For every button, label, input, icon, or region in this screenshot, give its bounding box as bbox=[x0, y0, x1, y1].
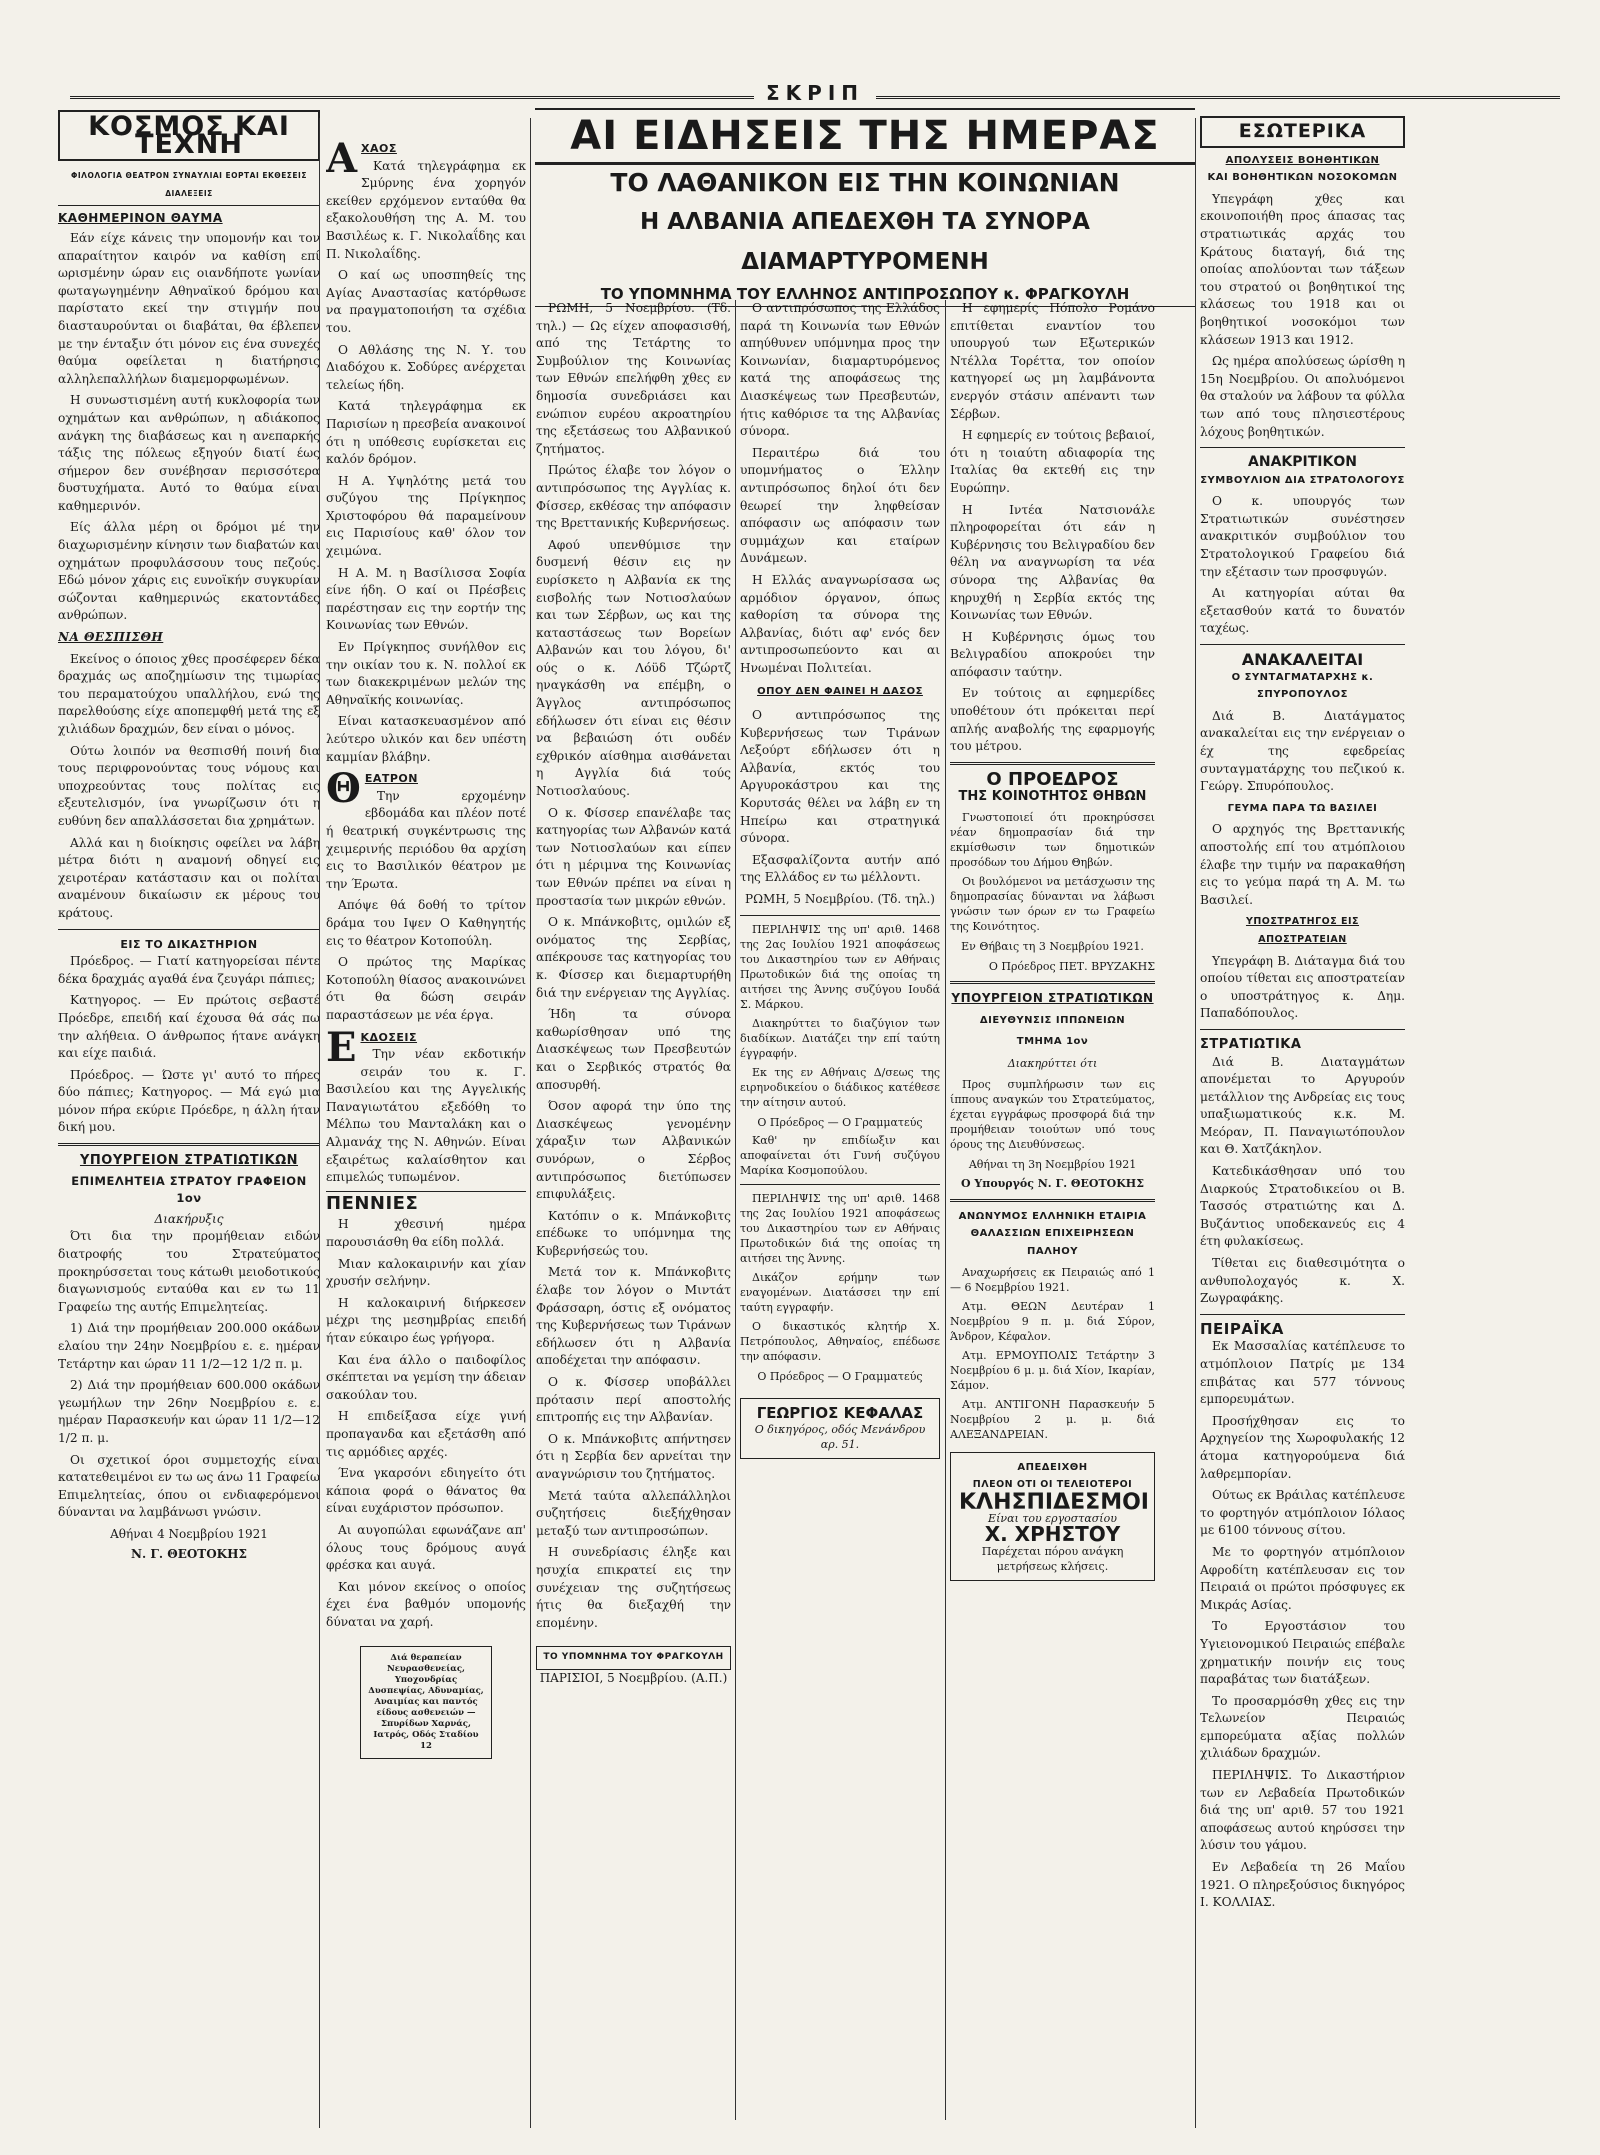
column-esoterika bbox=[1200, 110, 1405, 2120]
paragraph: Δικάζον ερήμην των εναγομένων. Διατάσσει την επί ταύτη εγγραφήν. bbox=[740, 1271, 940, 1315]
paragraph: Η Α. Μ. η Βασίλισσα Σοφία είνε ήδη. Ο καί οι Πρέσβεις παρέστησαν εις την εορτήν της Κοινωνίας των Εθνών. bbox=[326, 565, 526, 633]
heading-anakaleitai: ΑΝΑΚΑΛΕΙΤΑΙ bbox=[1241, 650, 1364, 670]
signature: Ο Πρόεδρος — Ο Γραμματεύς bbox=[757, 1115, 923, 1129]
paragraph: Και μόνον εκείνος ο οποίος έχει ένα βαθμόν υπομονής δύναται να χαρή. bbox=[326, 1579, 526, 1629]
divider bbox=[950, 1199, 1155, 1202]
paragraph: ΠΕΡΙΛΗΨΙΣ. Το Δικαστήριον των εν Λεβαδεία Πρωτοδικών διά της υπ' αριθ. 57 του 1921 αποφάσεως αυτού κηρύσσει την λύσιν του γάμου. bbox=[1200, 1768, 1405, 1853]
heading-geyma: ΓΕΥΜΑ ΠΑΡΑ ΤΩ ΒΑΣΙΛΕΙ bbox=[1227, 802, 1378, 814]
paragraph: Κατηγορος. — Εν πρώτοις σεβαστέ Πρόεδρε, επειδή καί έχουσα θά σάς πω την αλήθεια. Ο άνθρωπος ήτανε ανάγκη και είχε παιδιά. bbox=[58, 993, 320, 1061]
paragraph: Ο κ. Φίσσερ επανέλαβε τας κατηγορίας των Αλβανών κατά των Νοτιοσλαύων και είπεν ότι η μέριμνα της Κοινωνίας των Εθνών πρέπει να είναι η προστασία των μικρών εθνών. bbox=[536, 805, 731, 908]
signature: Ο Πρόεδρος — Ο Γραμματεύς bbox=[757, 1370, 923, 1384]
footer-dateline: ΠΑΡΙΣΙΟΙ, 5 Νοεμβρίου. (Α.Π.) bbox=[539, 1670, 728, 1685]
paragraph: Αι κατηγορίαι αύται θα εξετασθούν κατά το δυνατόν ταχέως. bbox=[1200, 586, 1405, 636]
heading-ekdoseis: ΚΔΟΣΕΙΣ bbox=[360, 1030, 418, 1044]
ad-title: ΚΛΗΣΠΙΔΕΣΜΟΙ bbox=[959, 1489, 1149, 1515]
paragraph: Ο αντιπρόσωπος της Κυβερνήσεως των Τιράνων Λεξούρτ εδήλωσεν ότι η Αλβανία, εκτός του Αργυροκάστρου και της Κορυτσάς θέλει να λάβη εν τη Ηπείρω και στρατηγικά σύνορα. bbox=[740, 708, 940, 846]
paragraph: Ατμ. ΕΡΜΟΥΠΟΛΙΣ Τετάρτην 3 Νοεμβρίου 6 μ. μ. διά Χίον, Ικαρίαν, Σάμον. bbox=[950, 1348, 1155, 1392]
dropcap: Α bbox=[326, 135, 358, 182]
dropcap: Ε bbox=[326, 1023, 357, 1071]
paragraph: Διά Β. Διατάγματος ανακαλείται εις την ενέργειαν ο έχ της εφεδρείας συνταγματάρχης του πεζικού κ. Γεώργ. Σπυρόπουλος. bbox=[1200, 708, 1405, 794]
heading-thalassion: ΘΑΛΑΣΣΙΩΝ ΕΠΙΧΕΙΡΗΣΕΩΝ ΠΑΛΗΟΥ bbox=[970, 1228, 1135, 1257]
paragraph: Διά Β. Διαταγμάτων απονέμεται το Αργυρούν μετάλλιον της Ανδρείας εις τους υπαξιωματικούς κ.κ. Μ. Μεόραν, Π. Παναγιωτόπουλον και Θ. Χατζάκηλον. bbox=[1200, 1054, 1405, 1157]
paragraph: Μετά τον κ. Μπάνκοβιτς έλαβε τον λόγον ο Μιντάτ Φράσσαρη, όστις εξ ονόματος της Κυβερνήσεως των Τιράνων εδήλωσεν ότι η Αλβανία αποδέχεται την απόφασιν. bbox=[536, 1265, 731, 1368]
paragraph: Εκ της εν Αθήναις Δ/σεως της ειρηνοδικείου ο διάδικος κατέθεσε την αίτησιν αυτού. bbox=[740, 1065, 940, 1109]
paragraph: Διακηρύττει το διαζύγιον των διαδίκων. Διατάζει την επί ταύτη έγγραφήν. bbox=[740, 1016, 940, 1060]
column-divider bbox=[319, 118, 320, 2128]
signature-box-name: ΓΕΩΡΓΙΟΣ ΚΕΦΑΛΑΣ bbox=[756, 1403, 924, 1422]
paragraph: Η εφημερίς Πόπολο Ρομάνο επιτίθεται εναντίον του υπουργού των Εξωτερικών Ντέλλα Τορέττα, τον οποίον κατηγορεί ως μη λαμβάνοντα ενεργόν στάσιν απέναντι των Σέρβων. bbox=[950, 301, 1155, 421]
masthead bbox=[70, 81, 1560, 105]
paragraph: Αφού υπενθύμισε την δυσμενή θέσιν εις ην ευρίσκετο η Αλβανία εκ της εισβολής των Νοτιοσλαύων και των Σέρβων, ως και της καταστάσεως των Βορείων Αλβανών και του λόγου, δι' ούς ο κ. Λόϋδ Τζώρτζ ηναγκάσθη να επέμβη, ο Άγγλος αντιπρόσωπος εδήλωσεν ότι είναι εις θέσιν να βεβαιώση ότι ουδέν εχθρικόν αίσθημα αισθάνεται η Αγγλία διά τούς Νοτιοσλαύους. bbox=[536, 537, 731, 799]
paragraph: Ο πρώτος της Μαρίκας Κοτοπούλη θίασος ανακοινώνει ότι θα δώση σειράν παραστάσεων με νέα έργα. bbox=[326, 955, 526, 1022]
paragraph: 1) Διά την προμήθειαν 200.000 οκάδων ελαίου την 24ην Νοεμβρίου ε. ε. ημέραν Τετάρτην και ώραν 11 1/2—12 1/2 π. μ. bbox=[58, 1321, 320, 1371]
paragraph: ΠΕΡΙΛΗΨΙΣ της υπ' αριθ. 1468 της 2ας Ιουλίου 1921 αποφάσεως του Δικαστηρίου των εν Αθήναις Πρωτοδικών διά της οποίας τη αιτήσει της Άννης συζύγου Ιουδά Σ. Μάρκου. bbox=[740, 922, 940, 1011]
paragraph: 2) Διά την προμήθειαν 600.000 οκάδων γεωμήλων την 26ην Νοεμβρίου ε. ε. ημέραν Παρασκευήν και ώραν 11 1/2—12 1/2 π. μ. bbox=[58, 1378, 320, 1445]
paragraph: Η καλοκαιρινή διήρκεσεν μέχρι της μεσημβρίας επειδή ήταν εύκαιρο έως γρήγορα. bbox=[326, 1295, 526, 1345]
signature: Ο Υπουργός Ν. Γ. ΘΕΟΤΟΚΗΣ bbox=[961, 1177, 1144, 1191]
klepidesmoi-advertisement bbox=[950, 1452, 1155, 1581]
paragraph: ΡΩΜΗ, 5 Νοεμβρίου. (Τδ. τηλ.) — Ως είχεν αποφασισθή, από της Τετάρτης το Συμβούλιον της Κοινωνίας των Εθνών επελήφθη χθες εν δημοσία συνεδριάσει και ενώπιον ευρέου ακροατηρίου της εξετάσεως του Αλβανικού ζητήματος. bbox=[536, 301, 731, 456]
divider bbox=[58, 1143, 320, 1146]
paragraph: Υπεγράφη Β. Διάταγμα διά του οποίου τίθεται εις αποστρατείαν ο υποστράτηγος κ. Δημ. Παπαδόπουλος. bbox=[1200, 953, 1405, 1021]
paragraph: Αναχωρήσεις εκ Πειραιώς από 1 — 6 Νοεμβρίου 1921. bbox=[950, 1265, 1155, 1294]
masthead-title: ΣΚΡΙΠ bbox=[754, 81, 876, 105]
paragraph: Εξασφαλίζοντα αυτήν από της Ελλάδος εν τω μέλλοντι. bbox=[740, 852, 940, 885]
ad-name: Χ. ΧΡΗΣΤΟΥ bbox=[984, 1522, 1121, 1547]
paragraph: Εν τούτοις αι εφημερίδες υποθέτουν ότι πρόκειται περί απλής αναβολής της εφαρμογής του μέτρου. bbox=[950, 686, 1155, 754]
paragraph: Με το φορτηγόν ατμόπλοιον Αφροδίτη κατέπλευσαν εις τον Πειραιά οι πρώτοι πρόσφυγες εκ Μικράς Ασίας. bbox=[1200, 1544, 1405, 1612]
heading-dikastirion: ΕΙΣ ΤΟ ΔΙΚΑΣΤΗΡΙΟΝ bbox=[120, 937, 258, 951]
subheading-diakirittei: Διακηρύττει ότι bbox=[1007, 1057, 1098, 1070]
heading-ypostratigos: ΥΠΟΣΤΡΑΤΗΓΟΣ ΕΙΣ ΑΠΟΣΤΡΑΤΕΙΑΝ bbox=[1245, 916, 1360, 945]
paragraph: Μετά ταύτα αλλεπάλληλοι συζητήσεις διεξήχθησαν μεταξύ των αντιπροσώπων. bbox=[536, 1488, 731, 1538]
ad-line: Παρέχεται πόρου ανάγκη μετρήσεως κλήσεις. bbox=[981, 1544, 1124, 1573]
article-xaos bbox=[326, 135, 526, 263]
paragraph: Η Κυβέρνησις όμως του Βελιγραδίου αποκρούει την απόφασιν ταύτην. bbox=[950, 629, 1155, 679]
paragraph: Η Ελλάς αναγνωρίσασα ως αρμόδιον όργανον, όπως καθορίση τα σύνορα της Αλβανίας, διότι αφ' ενός δεν αντιπροσωπεύοντο και αι Ηνωμέναι Πολιτείαι. bbox=[740, 572, 940, 675]
heading-xaos: ΧΑΟΣ bbox=[361, 142, 397, 155]
headline-albania: Η ΑΛΒΑΝΙΑ ΑΠΕΔΕΧΘΗ ΤΑ ΣΥΝΟΡΑ ΔΙΑΜΑΡΤΥΡΟΜΕΝΗ bbox=[640, 209, 1090, 275]
dateline: Αθήναι τη 3η Νοεμβρίου 1921 bbox=[968, 1157, 1137, 1171]
dateline: ΡΩΜΗ, 5 Νοεμβρίου. (Τδ. τηλ.) bbox=[745, 892, 935, 906]
divider bbox=[1200, 644, 1405, 645]
paragraph: Ως ημέρα απολύσεως ώρίσθη η 15η Νοεμβρίου. Οι απολυόμενοι θα σταλούν να λάβουν τα φύλλα των από τους πλησιεστέρους λόχους βοηθητικών. bbox=[1200, 354, 1405, 439]
paragraph: Ο δικαστικός κλητήρ Χ. Πετρόπουλος, Αθηναίος, επέδωσε την απόφασιν. bbox=[740, 1320, 940, 1364]
section-title-kosmos: ΚΟΣΜΟΣ ΚΑΙ ΤΕΧΝΗ bbox=[88, 111, 290, 160]
paragraph: Καθ' ην επιδίωξιν και αποφαίνεται ότι Γυνή συζύγου Μαρίκα Κοσμοπούλου. bbox=[740, 1134, 940, 1178]
paragraph: Ήδη τα σύνορα καθωρίσθησαν υπό της Διασκέψεως των Πρεσβευτών και ο Σερβικός στρατός θα αποσυρθή. bbox=[536, 1007, 731, 1092]
signature-name: Ν. Γ. ΘΕΟΤΟΚΗΣ bbox=[131, 1546, 247, 1561]
paragraph: Η συνωστισμένη αυτή κυκλοφορία των οχημάτων και ανθρώπων, η αδιάκοπος ανάγκη της διαβάσεως και η ανεπαρκής τάξις της πόλεως εξηγούν διατί έως σήμερον δεν συνέβησαν περισσότερα δυστυχήματα. Αυτό το θαύμα είναι καθημερινόν. bbox=[58, 393, 320, 513]
heading-symvoulion: ΣΥΜΒΟΥΛΙΟΝ ΔΙΑ ΣΤΡΑΤΟΛΟΓΟΥΣ bbox=[1200, 474, 1405, 486]
section-banner-esoterika bbox=[1200, 116, 1405, 148]
heading-tmima: ΤΜΗΜΑ 1ον bbox=[1016, 1036, 1089, 1048]
paragraph: Πρώτος έλαβε τον λόγον ο αντιπρόσωπος της Αγγλίας κ. Φίσσερ, εκθέσας την απόφασιν της Βρεττανικής Κυβερνήσεως. bbox=[536, 463, 731, 531]
heading-anakritikon: ΑΝΑΚΡΙΤΙΚΟΝ bbox=[1248, 454, 1357, 471]
advertisement-box bbox=[360, 1646, 492, 1759]
section-banner-kosmos bbox=[58, 110, 320, 161]
paragraph: Η επιδείξασα είχε γινή προπαγανδα και εξετάσθη από τις αρμόδιες αρχές. bbox=[326, 1409, 526, 1459]
divider bbox=[58, 929, 320, 930]
heading-koinotitos: ΤΗΣ ΚΟΙΝΟΤΗΤΟΣ ΘΗΒΩΝ bbox=[958, 789, 1147, 805]
heading-dieythynsis: ΔΙΕΥΘΥΝΣΙΣ ΙΠΠΩΝΕΙΩΝ bbox=[979, 1014, 1126, 1026]
paragraph: Ο κ. Φίσσερ υποβάλλει πρότασιν περί αποστολής επιτροπής εις την Αλβανίαν. bbox=[536, 1375, 731, 1425]
paragraph: Ο κ. Μπάνκοβιτς, ομιλών εξ ονόματος της Σερβίας, απέκρουσε τας κατηγορίας του κ. Φίσσερ και διεμαρτυρήθη διά την ενέργειαν της Αγγλίας. bbox=[536, 915, 731, 1000]
dropcap: Θ bbox=[326, 765, 361, 813]
paragraph: Ούτω λοιπόν να θεσπισθή ποινή δια τους περιφρονούντας τους νόμους και υποχρεούντας τους πολίτας εις εξευτελισμόν, ίνα γνωρίζωσιν ότι η ευθύνη δεν απαλλάσσεται δια χρημάτων. bbox=[58, 743, 320, 828]
paragraph: Κατά τηλεγράφημα εκ Παρισίων η πρεσβεία ανακοινοί ότι η υπόθεσις ευρίσκεται εις καλόν δρόμον. bbox=[326, 399, 526, 467]
column-main-3 bbox=[950, 300, 1155, 2120]
paragraph: Οι βουλόμενοι να μετάσχωσιν της δημοπρασίας δύνανται να λάβωσι γνώσιν των όρων εν τω Γραφείω της Κοινότητος. bbox=[950, 875, 1155, 934]
paragraph: Εάν είχε κάνεις την υπομονήν και τον απαραίτητον καιρόν να καθίση επί ωρισμένην ώραν εις οιανδήποτε γωνίαν φωταγωγημένην Αθηναϊκού δρόμου και παρίστατο εκεί την στιγμήν που διασταυρούνται οι διαβάται, θα έβλεπεν με την ένταξιν ότι μόνον εις ένα συνεχές θαύμα οφείλεται η διατήρησις αλληλεπαλλήλων διαμεμορφωμένων. bbox=[58, 230, 320, 386]
paragraph: Προσήχθησαν εις το Αρχηγείον της Χωροφυλακής 12 άτομα κατηγορούμενα διά λαθρεμπορίαν. bbox=[1200, 1413, 1405, 1481]
paragraph: Η εφημερίς εν τούτοις βεβαιοί, ότι η τοιαύτη αδιαφορία της Ιταλίας θα εκτεθή εις την Ευρώπην. bbox=[950, 428, 1155, 495]
signature-date: Αθήναι 4 Νοεμβρίου 1921 bbox=[110, 1526, 268, 1541]
ad-line: ΑΠΕΔΕΙΧΘΗ bbox=[1017, 1461, 1088, 1473]
divider bbox=[950, 981, 1155, 984]
paragraph: Όσον αφορά την ύπο της Διασκέψεως γενομένην χάραξιν των Αλβανικών συνόρων, ο Σέρβος αντιπρόσωπος διετύπωσεν επιφυλάξεις. bbox=[536, 1099, 731, 1202]
paragraph: Προς συμπλήρωσιν των εις ίππους αναγκών του Στρατεύματος, έχεται εγγράφως προσφορά διά την προμήθειαν τοιούτων υπό τους όρους της Διευθύνσεως. bbox=[950, 1077, 1155, 1151]
column-main-2 bbox=[740, 300, 940, 2120]
divider bbox=[740, 915, 940, 916]
paragraph: ΠΕΡΙΛΗΨΙΣ της υπ' αριθ. 1468 της 2ας Ιουλίου 1921 αποφάσεως του Δικαστηρίου των εν Αθήναις Πρωτοδικών διά της οποίας τη αιτήσει της Άννης. bbox=[740, 1192, 940, 1266]
dateline: Εν Θήβαις τη 3 Νοεμβρίου 1921. bbox=[961, 940, 1144, 954]
heading-epimeleteia: ΕΠΙΜΕΛΗΤΕΙΑ ΣΤΡΑΤΟΥ ΓΡΑΦΕΙΟΝ 1ον bbox=[71, 1173, 307, 1206]
column-arts bbox=[326, 110, 526, 2120]
paragraph: Εκείνος ο όποιος χθες προσέφερεν δέκα δραχμάς ως αποζημίωσιν της τιμωρίας του περαματούχου υπαλλήλου, ενώ της παρελθούσης είχε αποπεμφθή μετά της εξ χιλιάδων δραχμών, δεν είναι ο μόνος. bbox=[58, 651, 320, 736]
paragraph: Αι αυγοπώλαι εφωνάζανε απ' όλους τους δρόμους αυγά φρέσκα και αυγά. bbox=[326, 1522, 526, 1573]
heading-syntagmatarchis: Ο ΣΥΝΤΑΓΜΑΤΑΡΧΗΣ κ. ΣΠΥΡΟΠΟΥΛΟΣ bbox=[1231, 671, 1374, 701]
paragraph: Περαιτέρω διά του υπομνήματος ο Έλλην αντιπρόσωπος δηλοί ότι δεν θεωρεί την ληφθείσαν απόφασιν ως απόφασιν των συμμάχων και εταίρων Δυνάμεων. bbox=[740, 445, 940, 566]
divider bbox=[1200, 1029, 1405, 1030]
signature-box bbox=[740, 1398, 940, 1460]
paragraph: Ο κ. Μπάνκοβιτς απήντησεν ότι η Σερβία δεν αρνείται την αναγνώρισιν του ζητήματος. bbox=[536, 1431, 731, 1481]
paragraph: Ο αντιπρόσωπος της Ελλάδος παρά τη Κοινωνία των Εθνών απηύθυνεν υπόμνημα προς την Κοινωνίαν, διαμαρτυρόμενος κατά της αποφάσεως της Διασκέψεως των Πρεσβευτών, ήτις καθόρισε τα της Αλβανίας σύνορα. bbox=[740, 301, 940, 439]
subheading-anakoinosis: Διακήρυξις bbox=[154, 1211, 224, 1226]
paragraph: Η συνεδρίασις έληξε και ησυχία επικρατεί εις την συνέχειαν της συζητήσεως ήτις θα διεξαχθή την επομένην. bbox=[536, 1545, 731, 1630]
heading-stratiotika: ΣΤΡΑΤΙΩΤΙΚΑ bbox=[1200, 1036, 1302, 1052]
paragraph: Η Α. Υψηλότης μετά του συζύγου της Πρίγκηπος Χριστοφόρου θά παραμείνουν εις Παρισίους καθ' όλον τον χειμώνα. bbox=[326, 473, 526, 559]
article-theatron bbox=[326, 765, 526, 893]
paragraph: Απόψε θά δοθή το τρίτον δράμα του Ιψεν Ο Καθηγητής εις το θέατρον Κοτοπούλη. bbox=[326, 898, 526, 948]
paragraph: Εν Πρίγκηπος συνήλθον εις την οικίαν του κ. Ν. πολλοί εκ των διακεκριμένων μελών της Αθηναϊκής κοινωνίας. bbox=[326, 640, 526, 707]
column-divider bbox=[1195, 118, 1196, 2128]
paragraph: Την ερχομένην εβδομάδα και πλέον ποτέ ή θεατρική συγκέντρωσις της χειμερινής περιόδου θα αρχίση εις το Βασιλικόν θέατρον με την Έρωτα. bbox=[326, 788, 526, 891]
advertisement-text: Διά θεραπείαν Νευρασθενείας, Υποχονδρίας Δυσπεψίας, Αδυναμίας, Αναιμίας και παντός είδους ασθενειών — Σπυρίδων Χαρνάς, Ιατρός, Οδός Σταδίου 12 bbox=[368, 1652, 484, 1751]
paragraph: Μιαν καλοκαιρινήν και χίαν χρυσήν σελήνην. bbox=[326, 1256, 526, 1289]
column-divider bbox=[530, 118, 531, 2128]
paragraph: Ένα γκαρσόνι εδιηγείτο ότι κάποια φορά ο θάνατος θα είναι ευχάριστον πρόσωπον. bbox=[326, 1466, 526, 1516]
heading-voithitikon: ΚΑΙ ΒΟΗΘΗΤΙΚΩΝ ΝΟΣΟΚΟΜΩΝ bbox=[1207, 172, 1398, 184]
paragraph: Ότι δια την προμήθειαν ειδών διατροφής του Στρατεύματος προκηρύσσεται τους κάτωθι μειοδοτικούς διαγωνισμούς ενταύθα και εν τω 11 Γραφείω της αυτής Επιμελητείας. bbox=[58, 1229, 320, 1314]
paragraph: Κατεδικάσθησαν υπό του Διαρκούς Στρατοδικείου οι Β. Τασσός στρατιώτης και Δ. Βυζάντιος υποδεκανεύς εις 4 έτη φυλακίσεως. bbox=[1200, 1164, 1405, 1249]
main-banner-title: ΑΙ ΕΙΔΗΣΕΙΣ ΤΗΣ ΗΜΕΡΑΣ bbox=[570, 113, 1160, 159]
paragraph: Είς άλλα μέρη οι δρόμοι μέ την διαχωρισμένην κίνησιν των διαβατών και οχημάτων προφυλάσσουν τους πεζούς. Εδώ μόνον χάρις εις ευνοϊκήν συγκυρίαν σώζονται καθημερινώς εκατοντάδες ανθρώπων. bbox=[58, 520, 320, 623]
heading-anonymos: ΑΝΩΝΥΜΟΣ ΕΛΛΗΝΙΚΗ ΕΤΑΙΡΙΑ bbox=[958, 1210, 1147, 1222]
paragraph: Και ένα άλλο ο παιδοφίλος σκέπτεται να γεμίση την άδειαν σακούλαν του. bbox=[326, 1352, 526, 1402]
heading-ypourgeion: ΥΠΟΥΡΓΕΙΟΝ ΣΤΡΑΤΙΩΤΙΚΩΝ bbox=[79, 1153, 299, 1169]
heading-pennies: ΠΕΝΝΙΕΣ bbox=[326, 1191, 526, 1213]
paragraph: Κατόπιν ο κ. Μπάνκοβιτς επέδωκε το υπόμνημα της Κυβερνήσεώς του. bbox=[536, 1208, 731, 1258]
paragraph: Ο κ. υπουργός των Στρατιωτικών συνέστησεν ανακριτικόν συμβούλιον του Στρατολογικού Γραφείου διά την εξέτασιν των προσφυγών. bbox=[1200, 494, 1405, 579]
divider bbox=[950, 762, 1155, 765]
paragraph: Ατμ. ΑΝΤΙΓΟΝΗ Παρασκευήν 5 Νοεμβρίου 2 μ. μ. διά ΑΛΕΞΑΝΔΡΕΙΑΝ. bbox=[950, 1397, 1155, 1441]
heading-peiraika: ΠΕΙΡΑΪΚΑ bbox=[1200, 1319, 1284, 1338]
divider bbox=[740, 1184, 940, 1185]
paragraph: Αλλά και η διοίκησις οφείλει να λάβη μέτρα διότι η αναμονή οδηγεί εις χειροτέραν κατάστασιν και οι πολίται αναμένουν δικαίωσιν εκ μέρους του κράτους. bbox=[58, 835, 320, 920]
main-banner bbox=[535, 108, 1195, 165]
ad-line: ΠΛΕΟΝ ΟΤΙ ΟΙ ΤΕΛΕΙΟΤΕΡΟΙ bbox=[972, 1479, 1133, 1491]
heading-apolyseis: ΑΠΟΛΥΣΕΙΣ ΒΟΗΘΗΤΙΚΩΝ bbox=[1225, 154, 1380, 166]
column-kosmos bbox=[58, 110, 320, 2120]
paragraph: Ούτως εκ Βράιλας κατέπλευσε το φορτηγόν ατμόπλοιον Ιόλαος με 6100 τόννους σίτου. bbox=[1200, 1488, 1405, 1538]
heading-na-thespisthi: ΝΑ ΘΕΣΠΙΣΘΗ bbox=[58, 630, 164, 645]
paragraph: Ο αρχηγός της Βρεττανικής αποστολής επί του ατμόπλοιου έλαβε την τιμήν να παρακαθήση εις το γεύμα παρά τη Α. Μ. τω Βασιλεί. bbox=[1200, 822, 1405, 907]
heading-opou-den-fainei: ΟΠΟΥ ΔΕΝ ΦΑΙΝΕΙ Η ΔΑΣΟΣ bbox=[757, 686, 923, 698]
paragraph: Η Ιντέα Νατσιονάλε πληροφορείται ότι εάν η Κυβέρνησις του Βελιγραδίου δεν θέλη να αναγνωρίση τα νέα σύνορα της Αλβανίας θα κηρυχθή η Σερβία εκτός της Κοινωνίας των Εθνών. bbox=[950, 502, 1155, 623]
paragraph: Ο καί ως υποσπηθείς της Αγίας Αναστασίας κατόρθωσε να πραγματοποιήση τα σχέδια του. bbox=[326, 268, 526, 335]
paragraph: Υπεγράφη χθες και εκοινοποιήθη προς άπασας τας στρατιωτικάς αρχάς του Κράτους διαταγή, διά της οποίας απολύονται των τάξεων του στρατού οι βοηθητικοί της κλάσεως του 1918 και οι βοηθητικοί νοσοκόμοι των κλάσεων 1913 και 1912. bbox=[1200, 191, 1405, 347]
heading-proedros: Ο ΠΡΟΕΔΡΟΣ bbox=[986, 768, 1119, 790]
column-divider bbox=[735, 300, 736, 2120]
headline-ypomnima: ΤΟ ΥΠΟΜΝΗΜΑ ΤΟΥ ΕΛΛΗΝΟΣ ΑΝΤΙΠΡΟΣΩΠΟΥ κ. ΦΡΑΓΚΟΥΛΗ bbox=[535, 282, 1195, 307]
column-main-1 bbox=[536, 300, 731, 2120]
paragraph: Οι σχετικοί όροι συμμετοχής είναι κατατεθειμένοι εν τω ως άνω 11 Γραφείω Επιμελητείας, όπου οι ενδιαφερόμενοι δύνανται να λαμβάνωσι γνώσιν. bbox=[58, 1452, 320, 1520]
paragraph: Ο Αθλάσης της Ν. Υ. του Διαδόχου κ. Σοδύρες ανέρχεται τελείως ήδη. bbox=[326, 342, 526, 392]
ad-line: Είναι του εργοστασίου bbox=[988, 1512, 1117, 1526]
paragraph: Την νέαν εκδοτικήν σειράν του κ. Γ. Βασιλείου και της Αγγελικής Παναγιωτάτου εξεδόθη το Μέλπω του Μανταλάκη και ο Αλμανάχ της Ν. Αθηνών. Είναι εξαιρέτως καλαίσθητον και επιμελώς τυπωμένον. bbox=[326, 1047, 526, 1185]
paragraph: Πρόεδρος. — Ώστε γι' αυτό το πήρες δύο πάπιες; Κατηγορος. — Μά εγώ μια μόνον πήρα εκύριε Πρόεδρε, η άλλη ήταν δική μου. bbox=[58, 1067, 320, 1135]
divider bbox=[1200, 447, 1405, 448]
paragraph: Είναι κατασκευασμένον από λεύτερο υλικόν και δεν υπέστη καμμίαν βλάβην. bbox=[326, 714, 526, 764]
heading-kathimerinon: ΚΑΘΗΜΕΡΙΝΟΝ ΘΑΥΜΑ bbox=[58, 211, 223, 226]
paragraph: Το Εργοστάσιον του Υγιειονομικού Πειραιώς επέβαλε χρηματικήν ποινήν εις τους παραβάτας των διατάξεων. bbox=[1200, 1619, 1405, 1687]
section-subtitle-kosmos: ΦΙΛΟΛΟΓΙΑ ΘΕΑΤΡΟΝ ΣΥΝΑΥΛΙΑΙ ΕΟΡΤΑΙ ΕΚΘΕΣΕΙΣ ΔΙΑΛΕΞΕΙΣ bbox=[58, 165, 320, 206]
paragraph: Κατά τηλεγράφημα εκ Σμύρνης ένα χορηγόν εκείθεν ερχόμενον ενταύθα θα εξακολουθήση της Α. Μ. του Βασιλέως κ. Γ. Νικολαΐδης και Π. Νικολαΐδης. bbox=[326, 158, 526, 261]
paragraph: Εν Λεβαδεία τη 26 Μαΐου 1921. Ο πληρεξούσιος δικηγόρος Ι. ΚΟΛΛΙΑΣ. bbox=[1200, 1860, 1405, 1910]
paragraph: Εκ Μασσαλίας κατέπλευσε το ατμόπλοιον Πατρίς με 134 επιβάτας και 577 τόννους εμπορευμάτων. bbox=[1200, 1339, 1405, 1407]
paragraph: Ατμ. ΘΕΩΝ Δευτέραν 1 Νοεμβρίου 9 π. μ. διά Σύρον, Άνδρον, Κέφαλον. bbox=[950, 1299, 1155, 1343]
signature-box-text: Ο δικηγόρος, οδός Μενάνδρου αρ. 51. bbox=[754, 1423, 926, 1452]
column-divider bbox=[945, 300, 946, 2120]
section-title-esoterika: ΕΣΩΤΕΡΙΚΑ bbox=[1238, 120, 1367, 142]
footer-heading: ΤΟ ΥΠΟΜΝΗΜΑ ΤΟΥ ΦΡΑΓΚΟΥΛΗ bbox=[536, 1646, 731, 1670]
paragraph: Γνωστοποιεί ότι προκηρύσσει νέαν δημοπρασίαν διά την εκμίσθωσιν των δημοτικών προσόδων του Δήμου Θηβών. bbox=[950, 811, 1155, 870]
main-headline-block bbox=[535, 164, 1195, 307]
paragraph: Τίθεται εις διαθεσιμότητα ο ανθυπολοχαγός κ. Χ. Ζωγραφάκης. bbox=[1200, 1256, 1405, 1306]
paragraph: Πρόεδρος. — Γιατί κατηγορείσαι πέντε δέκα δραχμάς αγαθά ένα ζευγάρι πάπιες; bbox=[58, 954, 320, 986]
signature: Ο Πρόεδρος ΠΕΤ. ΒΡΥΖΑΚΗΣ bbox=[988, 959, 1155, 973]
divider bbox=[1200, 1314, 1405, 1315]
heading-ypourgeion-stratiotikon: ΥΠΟΥΡΓΕΙΟΝ ΣΤΡΑΤΙΩΤΙΚΩΝ bbox=[951, 991, 1154, 1006]
paragraph: Το προσαρμόσθη χθες εις την Τελωνείον Πειραιώς εμπορεύματα αξίας πολλών χιλιάδων δραχμών. bbox=[1200, 1693, 1405, 1761]
paragraph: Η χθεσινή ημέρα παρουσιάσθη θα είδη πολλά. bbox=[326, 1217, 526, 1250]
article-ekdoseis bbox=[326, 1023, 526, 1187]
headline-lathanikon: ΤΟ ΛΑΘΑΝΙΚΟΝ ΕΙΣ ΤΗΝ ΚΟΙΝΩΝΙΑΝ bbox=[610, 168, 1120, 197]
heading-theatron: ΕΑΤΡΟΝ bbox=[364, 772, 418, 786]
